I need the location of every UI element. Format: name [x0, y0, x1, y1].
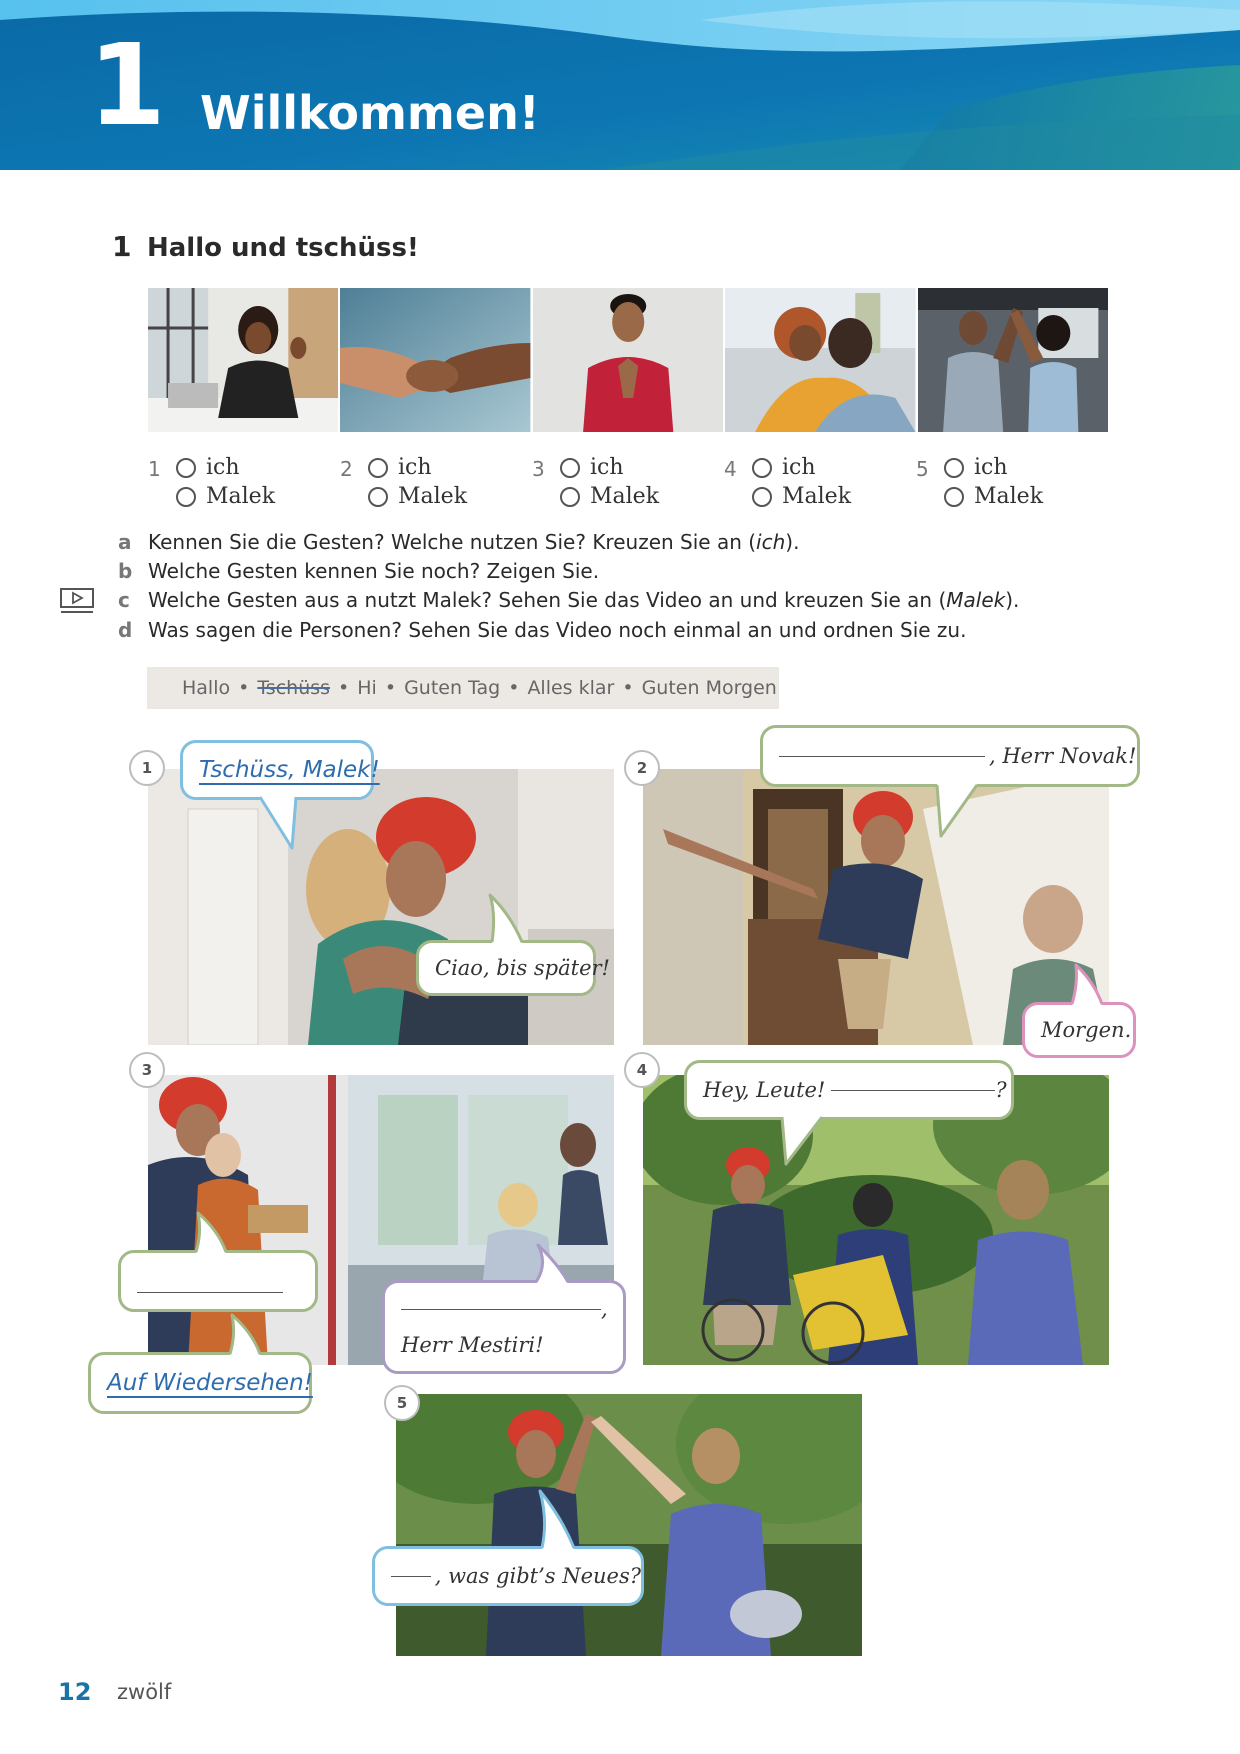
option-label-ich: ich: [398, 455, 432, 480]
radio-ich-2[interactable]: [368, 458, 388, 478]
option-label-malek: Malek: [782, 484, 852, 509]
bubble-tail: [538, 1490, 578, 1550]
gesture-photo-strip: [148, 288, 1108, 432]
speech-bubble-2-bottom: [1022, 1002, 1136, 1058]
word-option: Alles klar: [527, 677, 615, 699]
option-number: 2: [340, 457, 353, 481]
answer-blank[interactable]: [401, 1309, 601, 1310]
scene-number-badge: 2: [624, 750, 660, 786]
word-option: Guten Morgen: [641, 677, 777, 699]
option-label-ich: ich: [974, 455, 1008, 480]
option-number: 1: [148, 457, 161, 481]
instruction-b: b Welche Gesten kennen Sie noch? Zeigen Sie.: [118, 559, 600, 583]
speech-bubble-2-top: [760, 725, 1140, 787]
bubble-tail: [935, 784, 979, 840]
option-label-malek: Malek: [974, 484, 1044, 509]
option-label-ich: ich: [590, 455, 624, 480]
gesture-photo-5-highfive: [918, 288, 1108, 432]
instruction-d: d Was sagen die Personen? Sehen Sie das Video noch einmal an und ordnen Sie zu.: [118, 618, 967, 642]
bubble-text: Ciao, bis später!: [435, 956, 610, 980]
bubble-tail: [192, 1212, 232, 1254]
bubble-text: ?: [995, 1078, 1007, 1102]
chapter-number: 1: [88, 21, 166, 151]
scene-number-badge: 1: [129, 750, 165, 786]
word-box: Hallo • Tschüss • Hi • Guten Tag • Alles klar • Guten Morgen: [147, 667, 779, 709]
option-label-ich: ich: [782, 455, 816, 480]
speech-bubble-1-bottom: [416, 940, 610, 996]
speech-bubble-3-right: [382, 1280, 626, 1374]
handwritten-answer: Tschüss, Malek!: [199, 757, 380, 783]
radio-malek-2[interactable]: [368, 487, 388, 507]
exercise-number: 1: [112, 230, 132, 263]
option-label-ich: ich: [206, 455, 240, 480]
radio-malek-4[interactable]: [752, 487, 772, 507]
instruction-c: c Welche Gesten aus a nutzt Malek? Sehen Sie das Video an und kreuzen Sie an (Malek).: [118, 588, 1020, 612]
radio-ich-4[interactable]: [752, 458, 772, 478]
bubble-text: Hey, Leute!: [703, 1078, 826, 1102]
bubble-text: ,: [601, 1297, 608, 1321]
gesture-photo-2-handshake: [340, 288, 530, 432]
bubble-tail: [226, 1314, 266, 1356]
answer-blank[interactable]: [831, 1090, 995, 1091]
gesture-photo-3-namaste: [533, 288, 723, 432]
option-number: 4: [724, 457, 737, 481]
bubble-text: Herr Mestiri!: [401, 1333, 544, 1357]
answer-blank[interactable]: [137, 1292, 283, 1293]
chapter-title: Willkommen!: [200, 86, 540, 140]
speech-bubble-1-top: [180, 740, 380, 800]
scene-number-badge: 3: [129, 1052, 165, 1088]
gesture-photo-4-hug: [725, 288, 915, 432]
option-label-malek: Malek: [590, 484, 660, 509]
scene-photo-5-highfive: [396, 1394, 862, 1656]
chapter-banner: [0, 0, 1240, 170]
bubble-tail: [780, 1116, 824, 1166]
speech-bubble-5: [372, 1546, 644, 1606]
bubble-text: , was gibt’s Neues?: [434, 1564, 641, 1588]
speech-bubble-3-answer-blank: [118, 1250, 318, 1312]
radio-malek-1[interactable]: [176, 487, 196, 507]
bubble-tail: [1068, 964, 1108, 1006]
bubble-tail: [488, 894, 528, 944]
bubble-tail: [534, 1244, 574, 1284]
scene-number-badge: 4: [624, 1052, 660, 1088]
bubble-tail: [258, 796, 298, 852]
page-number-word: zwölf: [117, 1680, 172, 1704]
answer-blank[interactable]: [779, 756, 985, 757]
bubble-text: , Herr Novak!: [989, 744, 1137, 768]
option-label-malek: Malek: [398, 484, 468, 509]
radio-ich-1[interactable]: [176, 458, 196, 478]
exercise-title: Hallo und tschüss!: [147, 233, 419, 263]
instruction-a: a Kennen Sie die Gesten? Welche nutzen Sie? Kreuzen Sie an (ich).: [118, 530, 800, 554]
radio-malek-3[interactable]: [560, 487, 580, 507]
scene-number-badge: 5: [384, 1385, 420, 1421]
answer-blank[interactable]: [391, 1576, 431, 1577]
option-number: 3: [532, 457, 545, 481]
speech-bubble-4: [684, 1060, 1014, 1120]
page-number: 12: [58, 1678, 92, 1706]
radio-ich-5[interactable]: [944, 458, 964, 478]
word-option-used: Tschüss: [257, 677, 331, 699]
word-option: Hallo: [182, 677, 231, 699]
option-number: 5: [916, 457, 929, 481]
word-option: Guten Tag: [404, 677, 501, 699]
radio-malek-5[interactable]: [944, 487, 964, 507]
radio-ich-3[interactable]: [560, 458, 580, 478]
handwritten-answer: Auf Wiedersehen!: [107, 1370, 313, 1396]
banner-waves: [0, 0, 1240, 170]
word-option: Hi: [357, 677, 377, 699]
bubble-text: Morgen.: [1041, 1018, 1132, 1042]
option-label-malek: Malek: [206, 484, 276, 509]
speech-bubble-3-bottom: [88, 1352, 312, 1414]
scene-photo-1-hug: [148, 769, 614, 1045]
gesture-photo-1-wave: [148, 288, 338, 432]
video-icon[interactable]: [60, 588, 94, 618]
